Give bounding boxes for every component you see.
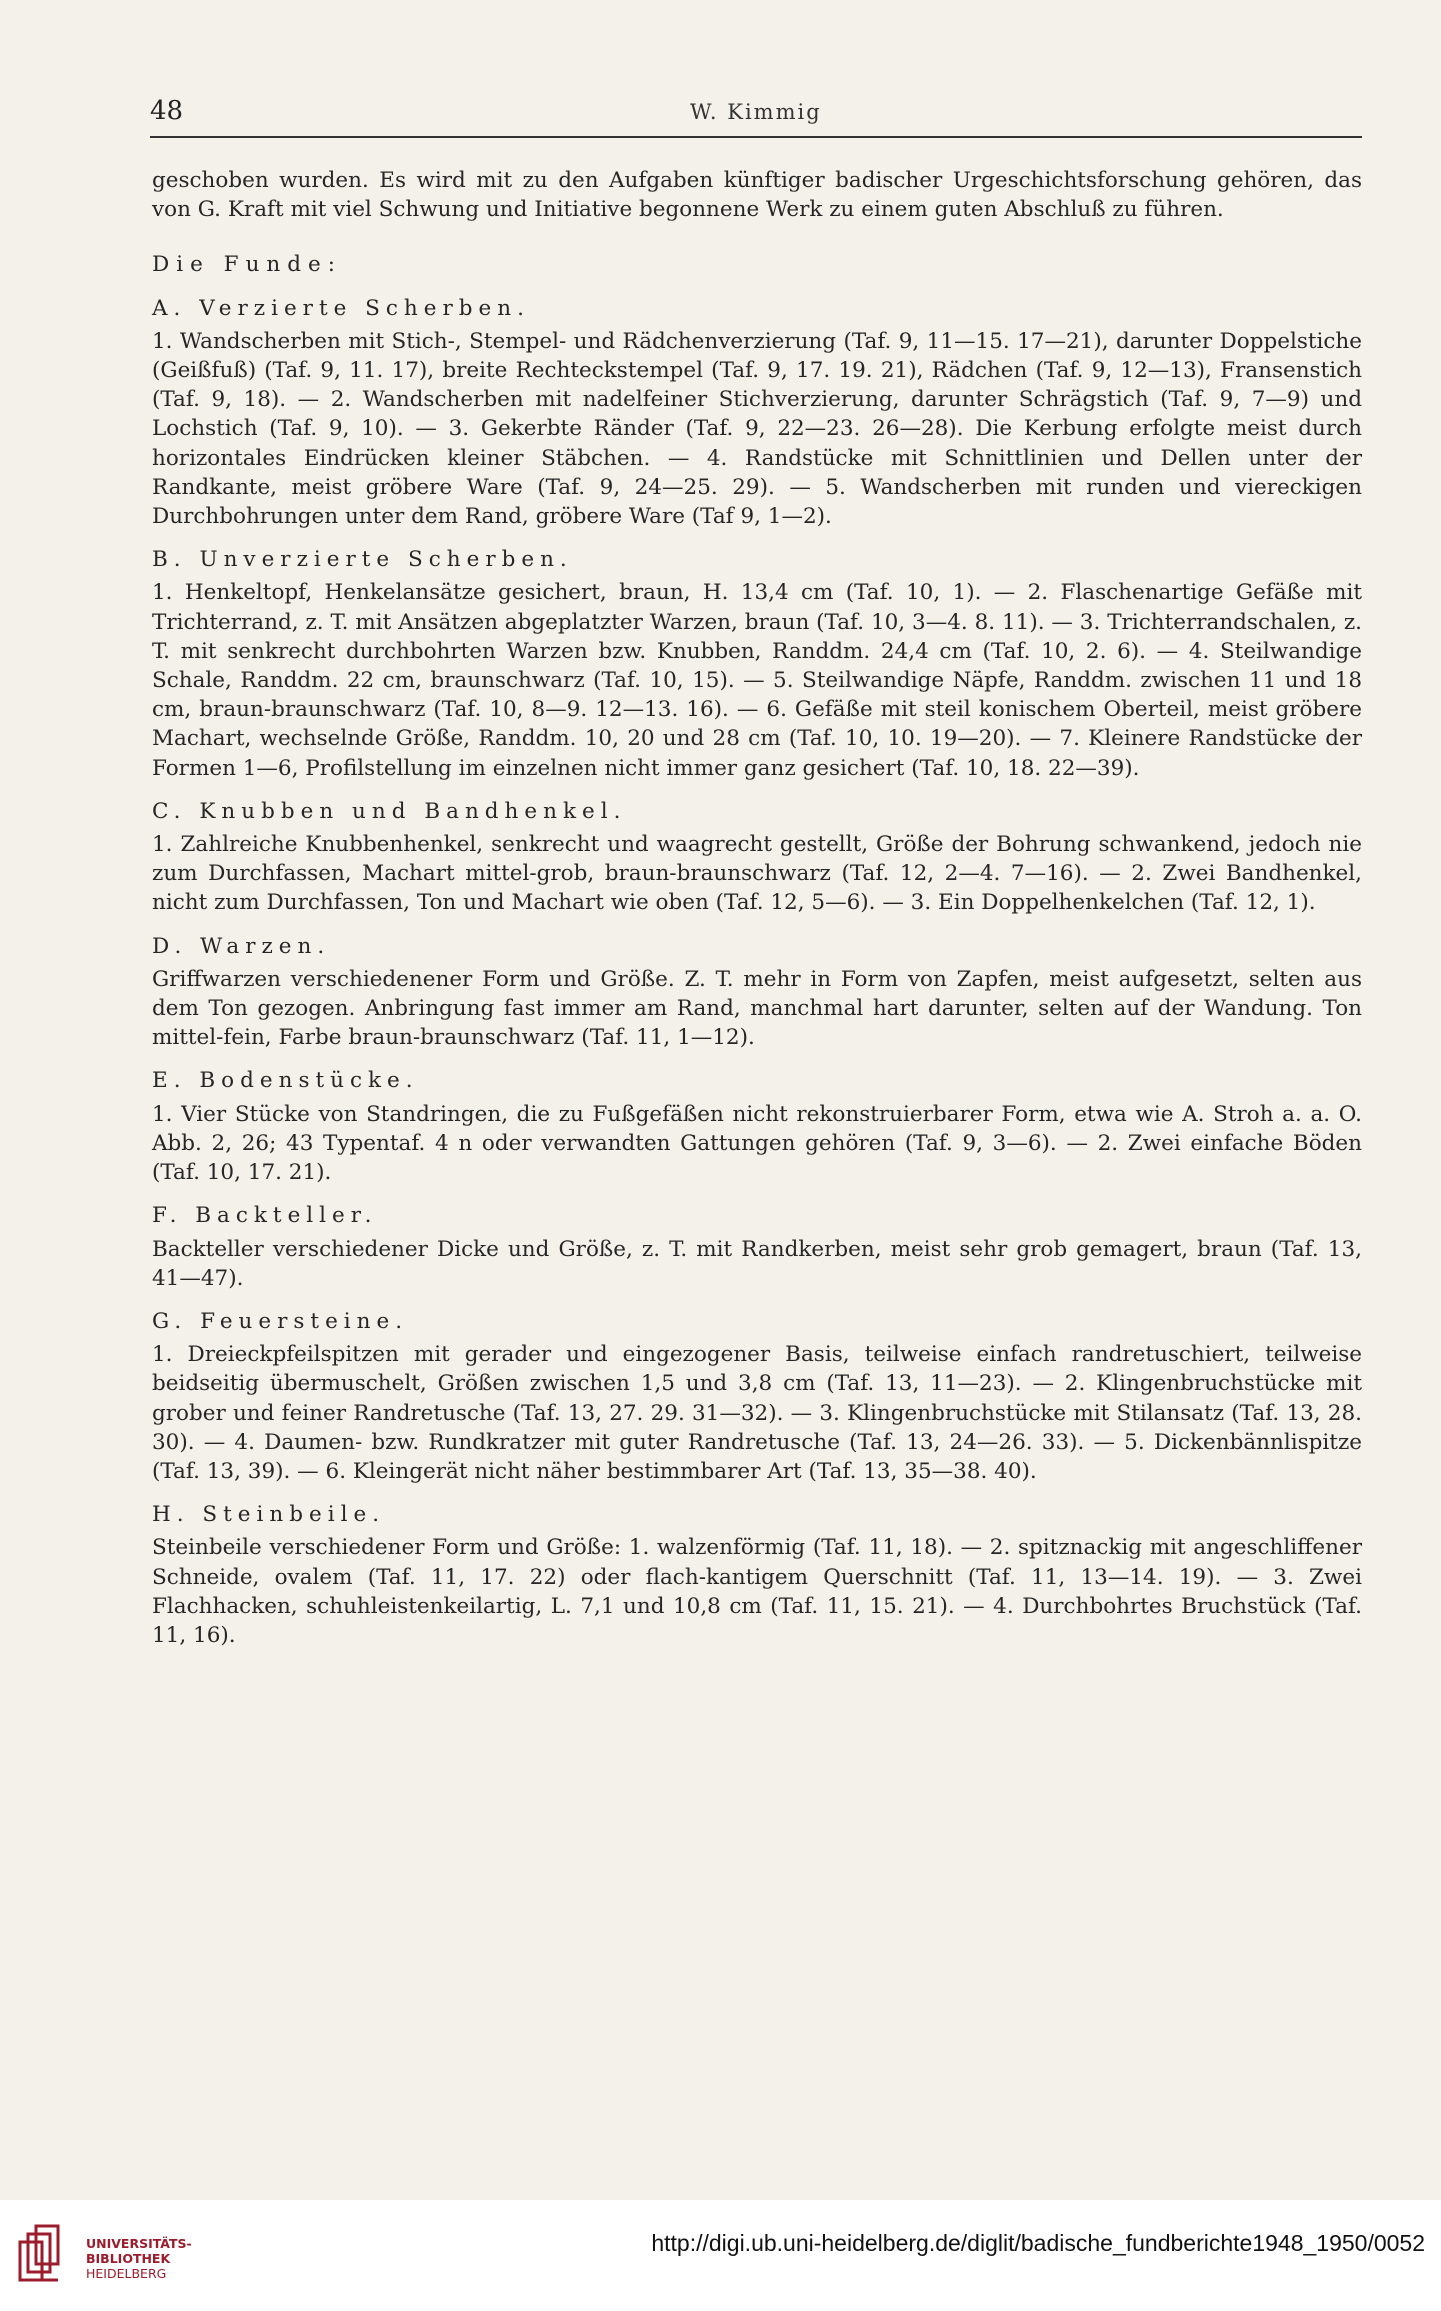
running-head: W. Kimmig [690,100,822,124]
library-name-line: HEIDELBERG [86,2266,167,2281]
page-number: 48 [150,96,184,126]
section-heading: Die Funde: [152,252,343,278]
library-name [86,2236,192,2281]
page-body [152,166,1362,1650]
page-header [150,96,1362,138]
paragraph-knubben-bandhenkel: 1. Zahlreiche Knubbenhenkel, senkrecht und waagrecht gestellt, Größe der Bohrung schwankend, jedoch nie zum Durchfassen, Machart mittel-grob, braun-braunschwarz (Taf. 12, 2—4. 7—16). — 2. Zwei Bandhenkel, nicht zum Durchfassen, Ton und Machart wie oben (Taf. 12, 5—6). — 3. Ein Doppelhenkelchen (Taf. 12, 1). [152,832,1362,916]
library-logo-icon[interactable] [14,2222,76,2288]
paragraph-steinbeile: Steinbeile verschiedener Form und Größe: 1. walzenförmig (Taf. 11, 18). — 2. spitznackig mit angeschliffener Schneide, ovalem (Taf. 11, 17. 22) oder flach-kantigem Querschnitt (Taf. 11, 13—14. 19). — 3. Zwei Flachhacken, schuhleistenkeilartig, L. 7,1 und 10,8 cm (Taf. 11, 15. 21). — 4. Durchbohrtes Bruchstück (Taf. 11, 16). [152,1535,1362,1648]
permalink-url[interactable]: http://digi.ub.uni-heidelberg.de/diglit/badische_fundberichte1948_1950/0052 [651,2230,1425,2256]
heading-steinbeile: H. Steinbeile. [152,1502,386,1528]
heading-bodenstuecke: E. Bodenstücke. [152,1068,419,1094]
paragraph-warzen: Griffwarzen verschiedenener Form und Größe. Z. T. mehr in Form von Zapfen, meist aufgesetzt, selten aus dem Ton gezogen. Anbringung fast immer am Rand, manchmal hart darunter, selten auf der Wandung. Ton mittel-fein, Farbe braun-braunschwarz (Taf. 11, 1—12). [152,966,1362,1051]
heading-feuersteine: G. Feuersteine. [152,1308,409,1334]
heading-warzen: D. Warzen. [152,933,331,959]
heading-knubben-bandhenkel: C. Knubben und Bandhenkel. [152,798,627,824]
library-footer [0,2200,1441,2311]
heading-backteller: F. Backteller. [152,1203,378,1229]
library-name-line: UNIVERSITÄTS- [86,2236,192,2251]
intro-paragraph: geschoben wurden. Es wird mit zu den Aufgaben künftiger badischer Urgeschichtsforschung gehören, das von G. Kraft mit viel Schwung und Initiative begonnene Werk zu einem guten Abschluß zu führen. [152,168,1362,223]
library-name-line: BIBLIOTHEK [86,2251,171,2266]
paragraph-bodenstuecke: 1. Vier Stücke von Standringen, die zu Fußgefäßen nicht rekonstruierbarer Form, etwa wie A. Stroh a. a. O. Abb. 2, 26; 43 Typentaf. 4 n oder verwandten Gattungen gehören (Taf. 9, 3—6). — 2. Zwei einfache Böden (Taf. 10, 17. 21). [152,1101,1362,1186]
paragraph-feuersteine: 1. Dreieckpfeilspitzen mit gerader und eingezogener Basis, teilweise einfach randretuschiert, teilweise beidseitig übermuschelt, Größen zwischen 1,5 und 3,8 cm (Taf. 13, 11—23). — 2. Klingenbruchstücke mit grober und feiner Randretusche (Taf. 13, 27. 29. 31—32). — 3. Klingenbruchstücke mit Stilansatz (Taf. 13, 28. 30). — 4. Daumen- bzw. Rundkratzer mit guter Randretusche (Taf. 13, 24—26. 33). — 5. Dickenbännlispitze (Taf. 13, 39). — 6. Kleingerät nicht näher bestimmbarer Art (Taf. 13, 35—38. 40). [152,1342,1362,1484]
paragraph-verzierte-scherben: 1. Wandscherben mit Stich-, Stempel- und Rädchenverzierung (Taf. 9, 11—15. 17—21), darunter Doppelstiche (Geißfuß) (Taf. 9, 11. 17), breite Rechteckstempel (Taf. 9, 17. 19. 21), Rädchen (Taf. 9, 12—13), Fransenstich (Taf. 9, 18). — 2. Wandscherben mit nadelfeiner Stichverzierung, darunter Schrägstich (Taf. 9, 7—9) und Lochstich (Taf. 9, 10). — 3. Gekerbte Ränder (Taf. 9, 22—23. 26—28). Die Kerbung erfolgte meist durch horizontales Eindrücken kleiner Stäbchen. — 4. Randstücke mit Schnittlinien und Dellen unter der Randkante, meist gröbere Ware (Taf. 9, 24—25. 29). — 5. Wandscherben mit runden und viereckigen Durchbohrungen unter dem Rand, gröbere Ware (Taf 9, 1—2). [152,328,1362,530]
paragraph-backteller: Backteller verschiedener Dicke und Größe, z. T. mit Randkerben, meist sehr grob gemagert, braun (Taf. 13, 41—47). [152,1236,1362,1291]
paragraph-unverzierte-scherben: 1. Henkeltopf, Henkelansätze gesichert, braun, H. 13,4 cm (Taf. 10, 1). — 2. Flaschenartige Gefäße mit Trichterrand, z. T. mit Ansätzen abgeplatzter Warzen, braun (Taf. 10, 3—4. 8. 11). — 3. Trichterrandschalen, z. T. mit senkrecht durchbohrten Warzen bzw. Knubben, Randdm. 24,4 cm (Taf. 10, 2. 6). — 4. Steilwandige Schale, Randdm. 22 cm, braunschwarz (Taf. 10, 15). — 5. Steilwandige Näpfe, Randdm. zwischen 11 und 18 cm, braun-braunschwarz (Taf. 10, 8—9. 12—13. 16). — 6. Gefäße mit steil konischem Oberteil, meist gröbere Machart, wechselnde Größe, Randdm. 10, 20 und 28 cm (Taf. 10, 10. 19—20). — 7. Kleinere Randstücke der Formen 1—6, Profilstellung im einzelnen nicht immer ganz gesichert (Taf. 10, 18. 22—39). [152,580,1362,781]
heading-verzierte-scherben: A. Verzierte Scherben. [152,295,530,321]
heading-unverzierte-scherben: B. Unverzierte Scherben. [152,547,573,573]
